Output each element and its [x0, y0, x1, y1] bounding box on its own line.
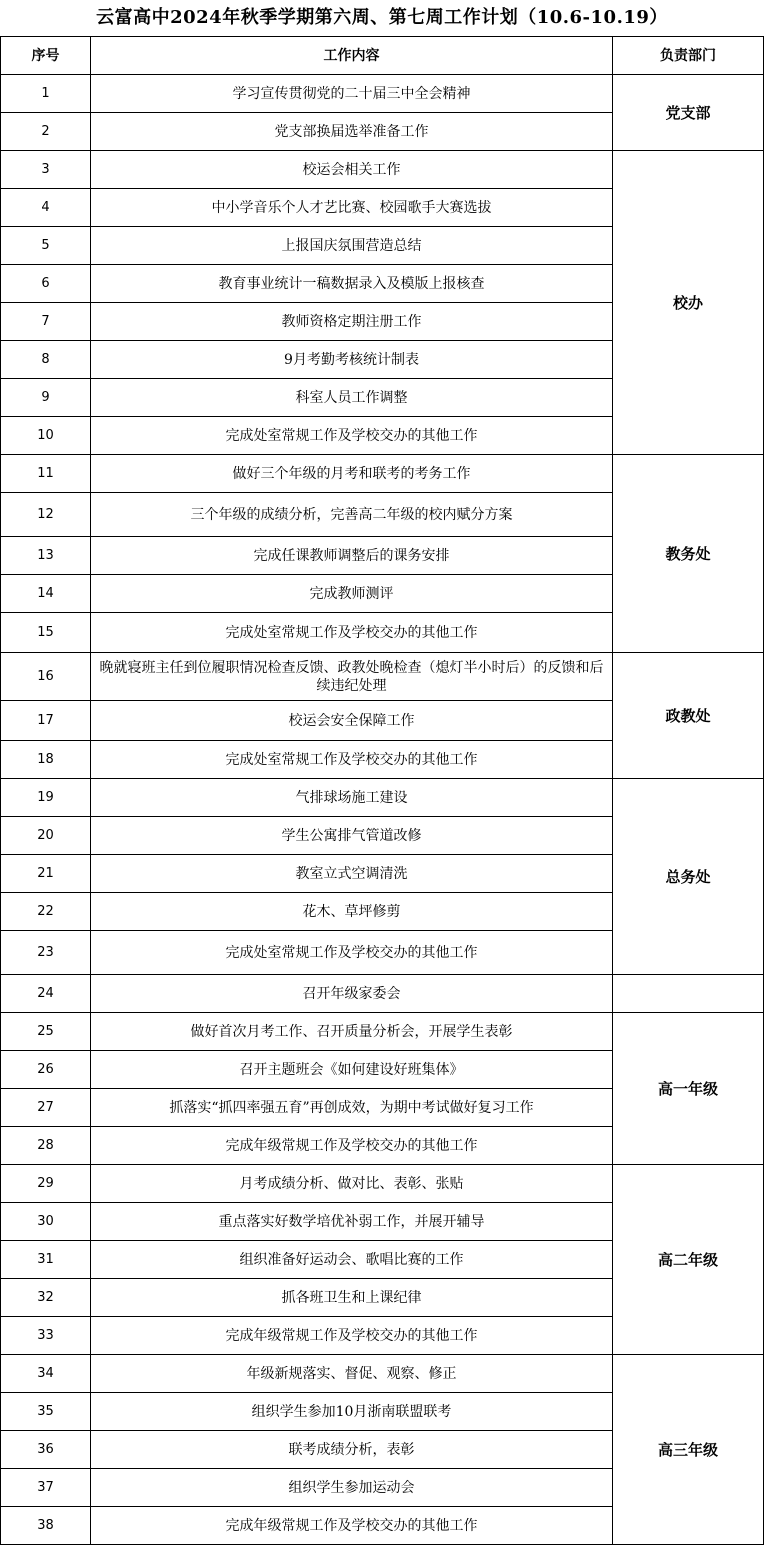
row-number: 9: [1, 379, 91, 417]
row-content: 中小学音乐个人才艺比赛、校园歌手大赛选拔: [91, 189, 613, 227]
row-content: 9月考勤考核统计制表: [91, 341, 613, 379]
table-row: [1, 975, 764, 1013]
row-number: 17: [1, 701, 91, 741]
row-content: 上报国庆氛围营造总结: [91, 227, 613, 265]
dept-cell: 高一年级: [613, 1013, 764, 1165]
row-number: 22: [1, 893, 91, 931]
row-number: 3: [1, 151, 91, 189]
header-num: 序号: [1, 37, 91, 75]
work-plan-table: [0, 36, 764, 1545]
row-content: 学生公寓排气管道改修: [91, 817, 613, 855]
row-content: 召开年级家委会: [91, 975, 613, 1013]
row-number: 19: [1, 779, 91, 817]
row-number: 21: [1, 855, 91, 893]
row-content: 召开主题班会《如何建设好班集体》: [91, 1051, 613, 1089]
row-number: 12: [1, 493, 91, 537]
row-content: 教育事业统计一稿数据录入及模版上报核查: [91, 265, 613, 303]
page-title: 云富高中2024年秋季学期第六周、第七周工作计划（10.6-10.19）: [96, 7, 668, 28]
table-row: [1, 1165, 764, 1203]
row-content: 完成年级常规工作及学校交办的其他工作: [91, 1127, 613, 1165]
table-row: [1, 75, 764, 113]
row-content: 完成年级常规工作及学校交办的其他工作: [91, 1507, 613, 1545]
dept-cell-empty: [613, 975, 764, 1013]
table-row: [1, 653, 764, 701]
row-content: 科室人员工作调整: [91, 379, 613, 417]
row-content: 重点落实好数学培优补弱工作，并展开辅导: [91, 1203, 613, 1241]
row-number: 6: [1, 265, 91, 303]
row-content: 完成教师测评: [91, 575, 613, 613]
row-number: 33: [1, 1317, 91, 1355]
row-content: 三个年级的成绩分析，完善高二年级的校内赋分方案: [91, 493, 613, 537]
row-content: 完成任课教师调整后的课务安排: [91, 537, 613, 575]
row-content: 花木、草坪修剪: [91, 893, 613, 931]
row-number: 20: [1, 817, 91, 855]
row-content: 组织学生参加运动会: [91, 1469, 613, 1507]
table-row: [1, 151, 764, 189]
row-content: 年级新规落实、督促、观察、修正: [91, 1355, 613, 1393]
table-row: [1, 1355, 764, 1393]
row-number: 7: [1, 303, 91, 341]
row-content: 抓落实“抓四率强五育”再创成效，为期中考试做好复习工作: [91, 1089, 613, 1127]
table-row: [1, 1013, 764, 1051]
row-number: 24: [1, 975, 91, 1013]
dept-cell: 高二年级: [613, 1165, 764, 1355]
row-content: 晚就寝班主任到位履职情况检查反馈、政教处晚检查（熄灯半小时后）的反馈和后续违纪处理: [91, 653, 613, 701]
row-number: 15: [1, 613, 91, 653]
row-content: 学习宣传贯彻党的二十届三中全会精神: [91, 75, 613, 113]
row-content: 完成处室常规工作及学校交办的其他工作: [91, 931, 613, 975]
row-content: 教室立式空调清洗: [91, 855, 613, 893]
row-number: 35: [1, 1393, 91, 1431]
row-content: 抓各班卫生和上课纪律: [91, 1279, 613, 1317]
row-content: 做好首次月考工作、召开质量分析会，开展学生表彰: [91, 1013, 613, 1051]
dept-cell: 政教处: [613, 653, 764, 779]
row-content: 组织学生参加10月浙南联盟联考: [91, 1393, 613, 1431]
header-dept: 负责部门: [613, 37, 764, 75]
row-number: 18: [1, 741, 91, 779]
row-number: 5: [1, 227, 91, 265]
dept-cell: 教务处: [613, 455, 764, 653]
row-number: 32: [1, 1279, 91, 1317]
row-number: 37: [1, 1469, 91, 1507]
row-number: 29: [1, 1165, 91, 1203]
header-row: [1, 37, 764, 75]
row-number: 27: [1, 1089, 91, 1127]
row-number: 14: [1, 575, 91, 613]
row-number: 31: [1, 1241, 91, 1279]
row-number: 26: [1, 1051, 91, 1089]
row-number: 10: [1, 417, 91, 455]
row-number: 4: [1, 189, 91, 227]
row-number: 23: [1, 931, 91, 975]
dept-cell: 党支部: [613, 75, 764, 151]
row-number: 30: [1, 1203, 91, 1241]
row-content: 联考成绩分析，表彰: [91, 1431, 613, 1469]
row-number: 11: [1, 455, 91, 493]
table-row: [1, 779, 764, 817]
row-number: 36: [1, 1431, 91, 1469]
row-content: 月考成绩分析、做对比、表彰、张贴: [91, 1165, 613, 1203]
row-number: 1: [1, 75, 91, 113]
row-number: 25: [1, 1013, 91, 1051]
row-content: 做好三个年级的月考和联考的考务工作: [91, 455, 613, 493]
row-content: 校运会相关工作: [91, 151, 613, 189]
dept-cell: 总务处: [613, 779, 764, 975]
row-number: 16: [1, 653, 91, 701]
row-content: 校运会安全保障工作: [91, 701, 613, 741]
dept-cell: 校办: [613, 151, 764, 455]
row-content: 教师资格定期注册工作: [91, 303, 613, 341]
row-content: 组织准备好运动会、歌唱比赛的工作: [91, 1241, 613, 1279]
row-content: 气排球场施工建设: [91, 779, 613, 817]
row-content: 完成年级常规工作及学校交办的其他工作: [91, 1317, 613, 1355]
row-number: 2: [1, 113, 91, 151]
dept-cell: 高三年级: [613, 1355, 764, 1545]
row-number: 13: [1, 537, 91, 575]
row-number: 34: [1, 1355, 91, 1393]
row-content: 完成处室常规工作及学校交办的其他工作: [91, 417, 613, 455]
row-number: 8: [1, 341, 91, 379]
row-number: 38: [1, 1507, 91, 1545]
header-content: 工作内容: [91, 37, 613, 75]
table-row: [1, 455, 764, 493]
row-content: 完成处室常规工作及学校交办的其他工作: [91, 741, 613, 779]
row-number: 28: [1, 1127, 91, 1165]
row-content: 完成处室常规工作及学校交办的其他工作: [91, 613, 613, 653]
row-content: 党支部换届选举准备工作: [91, 113, 613, 151]
